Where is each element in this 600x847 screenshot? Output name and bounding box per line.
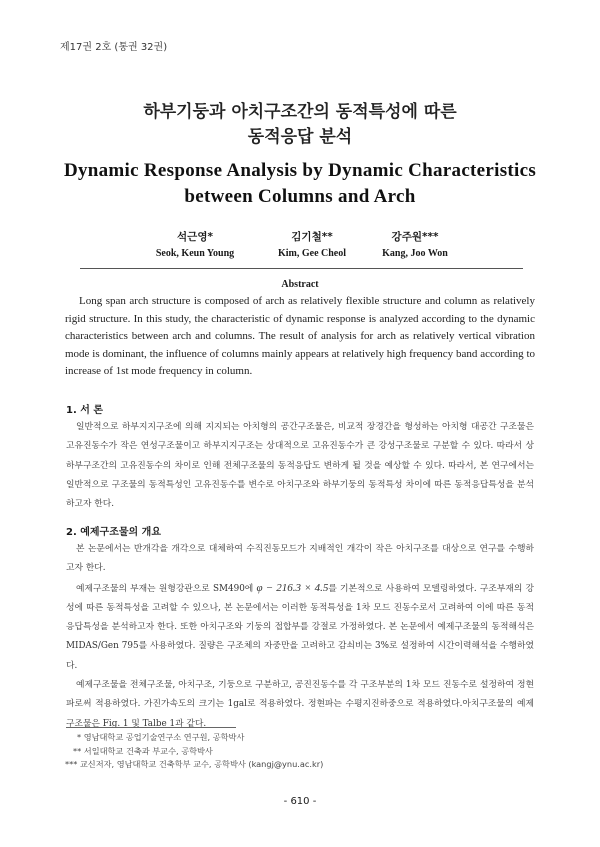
- author-2-korean-name: 김기철**: [291, 231, 333, 243]
- section-1-heading: 1. 서 론: [66, 405, 104, 416]
- section-2-body: [66, 540, 534, 734]
- footnote-1: * 영남대학교 공업기술연구소 연구원, 공학박사: [77, 732, 245, 742]
- title-english-line1: Dynamic Response Analysis by Dynamic Characteristics: [63, 160, 537, 181]
- section-1-body: [66, 418, 534, 514]
- footnote-2: ** 서일대학교 건축과 부교수, 공학박사: [73, 745, 213, 756]
- section-2-paragraph-2: [66, 579, 534, 676]
- page-number: - 610 -: [283, 796, 317, 807]
- title-korean-line1: 하부기둥과 아치구조간의 동적특성에 따른: [143, 102, 457, 122]
- footnote-3: *** 교신저자, 영남대학교 건축학부 교수, 공학박사 (kangj@ynu.ac.kr): [65, 759, 324, 770]
- section-2-heading: 2. 예제구조물의 개요: [66, 527, 161, 538]
- abstract-heading: Abstract: [281, 279, 319, 290]
- section-2-p2-before: 예제구조물의 부재는 원형강관으로 SM490에: [76, 583, 257, 594]
- journal-issue-header: 제17권 2호 (통권 32권): [60, 42, 168, 53]
- title-korean-line2: 동적응답 분석: [247, 127, 353, 147]
- section-2-paragraph-1: 본 논문에서는 반개각을 개각으로 대체하여 수직진동모드가 지배적인 개각이 작은 아치구조를 대상으로 연구를 수행하고자 한다.: [66, 544, 534, 574]
- author-3: [350, 229, 480, 259]
- section-2-p2-after: 를 기본적으로 사용하여 모델링하였다. 구조부재의 강성에 따른 동적특성을 고려할 수 있으나, 본 논문에서는 이러한 동적특성을 1차 모드 진동수로서 고려하여 이에 따른 동적응답특성을 분석하고자 한다. 또한 아치구조와 기둥의 접합부를 강절로 가정하였다. 본 논문에서 예제구조물의 동적해석은 MIDAS/Gen 795를 사용하였다. 질량은 구조체의 자중만을 고려하고 감쇠비는 3%로 설정하여 시간이력해석을 수행하였다.: [66, 583, 534, 671]
- footnote-divider-rule: [66, 727, 236, 728]
- author-3-korean-name: 강주원***: [391, 231, 439, 243]
- section-2-paragraph-3: 예제구조물을 전체구조물, 아치구조, 기둥으로 구분하고, 공진진동수를 각 구조부분의 1차 모드 진동수로 설정하여 정현파로써 적용하였다. 가진가속도의 크기는 1gal로 적용하였다. 정현파는 수평지진하중으로 적용하였다.아치구조물의 예제구조물은 Fig. 1 및 Talbe 1과 같다.: [66, 680, 534, 729]
- author-1: [130, 229, 260, 259]
- footnotes: [65, 731, 324, 772]
- author-divider-rule: [80, 268, 523, 269]
- author-2-english-name: Kim, Gee Cheol: [277, 248, 347, 259]
- author-3-english-name: Kang, Joo Won: [382, 248, 448, 259]
- author-1-korean-name: 석근영*: [177, 231, 213, 243]
- pipe-spec-formula: φ − 216.3 × 4.5: [256, 581, 329, 594]
- abstract-text: Long span arch structure is composed of arch as relatively flexible structure and column as relatively rigid structure. In this study, the characteristic of dynamic response is analyzed according to the dynamic characteristics between arch and columns. The result of analysis for arch as relatively vertical vibration mode is dominant, the influence of columns mainly appears at relatively high frequency band according to increase of 1st mode frequency in column.: [65, 295, 535, 378]
- title-english-line2: between Columns and Arch: [184, 186, 416, 207]
- author-1-english-name: Seok, Keun Young: [155, 248, 235, 259]
- section-1-paragraph: 일반적으로 하부지지구조에 의해 지지되는 아치형의 공간구조물은, 비교적 장경간을 형성하는 아치형 대공간 구조물은 고유진동수가 작은 연성구조물이고 하부지지구조는 상대적으로 고유진동수가 큰 강성구조물로 구분할 수 있다. 따라서 상하부구조간의 고유진동수의 차이로 인해 전체구조물의 동적응답도 변하게 될 것을 예상할 수 있다. 따라서, 본 연구에서는 일반적으로 구조물의 동적특성인 고유진동수를 변수로 아치구조와 하부기둥의 동적특성 차이에 따른 동적응답특성을 분석하고자 한다.: [66, 422, 534, 510]
